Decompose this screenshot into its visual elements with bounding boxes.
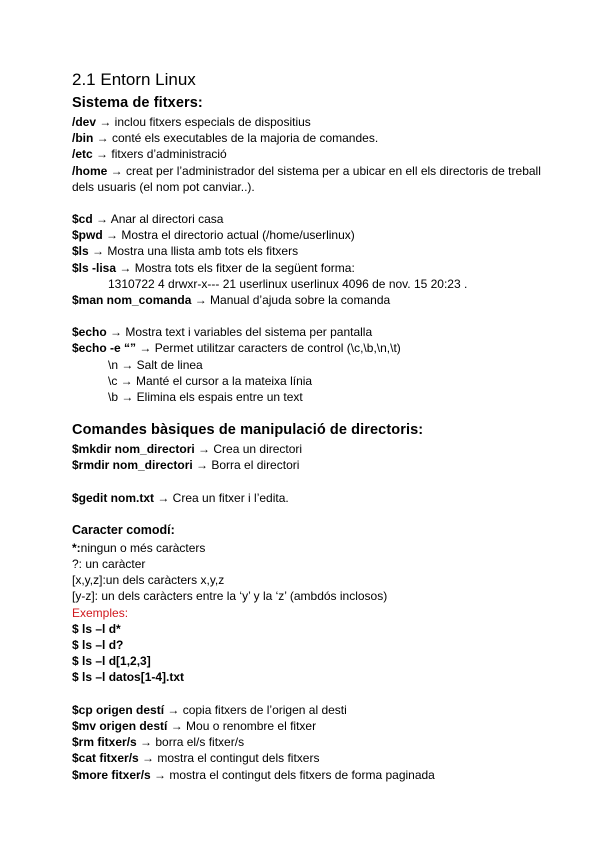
command-item xyxy=(72,211,542,227)
command: $mkdir nom_directori xyxy=(72,442,195,457)
description: → inclou fitxers especials de dispositius xyxy=(96,115,311,129)
command-item xyxy=(72,441,542,457)
wildcard-item xyxy=(72,540,542,556)
command: $cp origen destí xyxy=(72,702,165,717)
examples-label: Exemples: xyxy=(72,605,129,620)
command: $ls xyxy=(72,244,89,259)
command-item xyxy=(72,227,542,243)
command: /home xyxy=(72,163,108,178)
description: → fitxers d’administració xyxy=(92,147,227,162)
directories-heading: Comandes bàsiques de manipulació de directoris: xyxy=(72,422,424,439)
command: $cd xyxy=(72,212,93,227)
control-char-item: \b → Elimina els espais entre un text xyxy=(108,390,303,405)
command: $mv origen destí xyxy=(72,718,168,733)
command-item xyxy=(72,490,542,506)
wildcard-item: [y-z]: un dels caràcters entre la ‘y’ y la ‘z’ (ambdós inclosos) xyxy=(72,589,388,604)
command-item xyxy=(72,292,542,308)
filesystem-item xyxy=(72,163,542,195)
wildcard-item: ?: un caràcter xyxy=(72,557,146,572)
wildcard-item: [x,y,z]:un dels caràcters x,y,z xyxy=(72,573,225,588)
command-item xyxy=(72,243,542,259)
command-item xyxy=(72,750,542,766)
description: → Mostra el directorio actual (/home/userlinux) xyxy=(102,228,355,243)
description: → Borra el directori xyxy=(192,458,300,473)
command-item xyxy=(72,260,542,276)
wildcard-symbol: *: xyxy=(72,540,81,555)
filesystem-heading: Sistema de fitxers: xyxy=(72,95,203,111)
filesystem-item xyxy=(72,146,542,162)
description: → Crea un fitxer i l’edita. xyxy=(154,490,289,505)
command-item xyxy=(72,324,542,340)
description: ningun o més caràcters xyxy=(80,540,206,555)
control-char-item: \n → Salt de linea xyxy=(108,357,203,372)
command-item xyxy=(72,340,542,356)
command: $gedit nom.txt xyxy=(72,490,155,505)
page-title: 2.1 Entorn Linux xyxy=(72,70,196,89)
document-page xyxy=(72,70,542,783)
example-command: $ ls –l d[1,2,3] xyxy=(72,654,151,669)
description: → borra el/s fitxer/s xyxy=(136,735,245,750)
command-item xyxy=(72,718,542,734)
command: $pwd xyxy=(72,228,103,243)
example-command: $ ls –l datos[1-4].txt xyxy=(72,670,185,685)
description: → creat per l’administrador del sistema per a ubicar en ell els directoris de treball dels usuaris (el nom pot canviar..). xyxy=(72,163,541,194)
description: → Mostra una llista amb tots els fitxers xyxy=(88,244,299,259)
command: $cat fitxer/s xyxy=(72,751,139,766)
command: /dev xyxy=(72,115,97,129)
description: → Mou o renombre el fitxer xyxy=(167,718,317,733)
command: $rmdir nom_directori xyxy=(72,458,193,473)
command: /bin xyxy=(72,131,94,146)
command-item xyxy=(72,702,542,718)
filesystem-item xyxy=(72,114,542,130)
description: → Crea un directori xyxy=(194,442,303,457)
filesystem-item xyxy=(72,130,542,146)
command: $ls -lisa xyxy=(72,260,117,275)
control-char-item: \c → Manté el cursor a la mateixa línia xyxy=(108,373,313,388)
command-item xyxy=(72,734,542,750)
description: → Manual d’ajuda sobre la comanda xyxy=(191,293,391,308)
command: $more fitxer/s xyxy=(72,767,151,782)
description: → mostra el contingut dels fitxers de forma paginada xyxy=(150,767,435,782)
description: → mostra el contingut dels fitxers xyxy=(138,751,320,766)
command-item xyxy=(72,457,542,473)
command: $man nom_comanda xyxy=(72,293,192,308)
description: → Permet utilitzar caracters de control (\c,\b,\n,\t) xyxy=(136,341,401,356)
command: $echo xyxy=(72,325,107,340)
command-item xyxy=(72,767,542,783)
description: → Mostra text i variables del sistema per pantalla xyxy=(106,325,373,340)
command: $echo -e “” xyxy=(72,341,137,356)
description: → copia fitxers de l’origen al desti xyxy=(164,702,347,717)
example-command: $ ls –l d* xyxy=(72,621,121,636)
command: $rm fitxer/s xyxy=(72,735,137,750)
wildcards-heading: Caracter comodí: xyxy=(72,522,175,537)
description: → Anar al directori casa xyxy=(92,212,224,227)
example-command: $ ls –l d? xyxy=(72,638,124,653)
description: → conté els executables de la majoria de comandes. xyxy=(93,131,379,146)
ls-example-output: 1310722 4 drwxr-x--- 21 userlinux userlinux 4096 de nov. 15 20:23 . xyxy=(108,276,468,291)
command: /etc xyxy=(72,147,93,162)
description: → Mostra tots els fitxer de la següent forma: xyxy=(116,260,355,275)
